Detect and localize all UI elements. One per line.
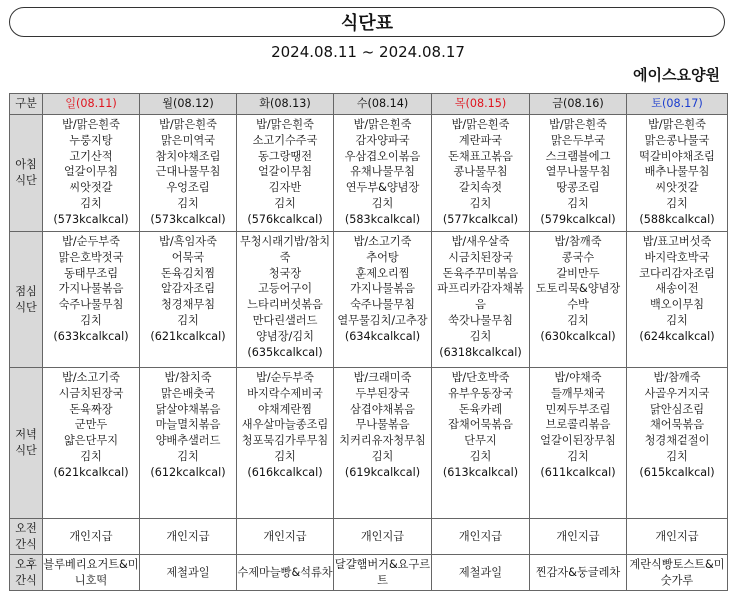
menu-item: (583kcalkcal): [344, 212, 421, 226]
lunch-label: [10, 232, 43, 368]
menu-item: 느타리버섯볶음: [247, 298, 323, 312]
menu-item: 김치: [666, 313, 688, 327]
menu-item: 밥/맑은흰죽: [353, 118, 412, 131]
menu-item: 밥/새우살죽: [451, 235, 510, 248]
menu-item: 김치: [177, 313, 199, 327]
menu-item: 계란파국: [458, 133, 503, 147]
meal-cell: [43, 232, 140, 368]
meal-cell: [334, 368, 432, 519]
menu-item: (621kcalkcal): [53, 465, 129, 479]
menu-item: 밥/맑은흰죽: [549, 118, 607, 131]
menu-item: 파프리카감자채볶음: [437, 282, 524, 312]
menu-item: 백오이무침: [649, 298, 705, 312]
dinner-label: [10, 368, 43, 519]
menu-item: 돈육카레: [458, 402, 503, 416]
menu-item: 브로콜리볶음: [545, 418, 611, 432]
meal-cell: [334, 232, 432, 368]
row-label-line: 간식: [15, 573, 37, 587]
menu-item: 밥/참깨죽: [554, 235, 602, 248]
menu-item: 고기산적: [69, 149, 113, 163]
menu-item: 김치: [371, 196, 394, 210]
snack-cell: 개인지급: [530, 519, 627, 555]
menu-item: 야채계란찜: [257, 402, 313, 416]
morning-snack-label: [10, 519, 43, 555]
menu-item: (619kcalkcal): [344, 465, 421, 479]
organization-name: 에이스요양원: [633, 66, 720, 84]
menu-item: 소고기수주국: [252, 133, 318, 147]
row-label-line: 식단: [15, 300, 37, 314]
header-row: [10, 94, 728, 115]
menu-item: 돈채표고볶음: [448, 149, 513, 163]
row-label-line: 아침: [15, 158, 37, 172]
menu-item: 김자반: [268, 181, 302, 195]
snack-cell: 블루베리요거트&미니호떡: [43, 555, 140, 591]
row-label-line: 오전: [15, 521, 37, 535]
meal-cell: [432, 368, 530, 519]
menu-item: 김치: [80, 196, 102, 210]
menu-item: 바지락호박국: [644, 250, 710, 264]
menu-item: 가지나물볶음: [58, 282, 124, 296]
menu-item: 맑은콩나물국: [644, 133, 710, 147]
menu-item: 갈치속젓: [458, 181, 503, 195]
menu-item: 김치: [274, 449, 296, 463]
menu-item: 김치: [567, 196, 589, 210]
day-header-tue: 화(08.13): [237, 94, 334, 115]
meal-cell: [530, 232, 627, 368]
menu-item: 김치: [80, 313, 102, 327]
menu-item: 닭안심조림: [649, 402, 705, 416]
menu-item: 근대나물무침: [155, 165, 221, 179]
menu-item: 잡채어묵볶음: [448, 418, 513, 432]
meal-cell: [140, 115, 237, 232]
menu-item: 들깨무채국: [550, 386, 606, 400]
menu-item: 갈비만두: [556, 266, 600, 280]
menu-item: 밥/단호박죽: [451, 371, 510, 384]
menu-item: (612kcalkcal): [150, 465, 226, 479]
menu-item: 양배추샐러드: [155, 434, 221, 448]
menu-item: (6318kcalkcal): [439, 345, 522, 359]
menu-item: 얼갈이무침: [63, 165, 119, 179]
menu-item: 밥/표고버섯죽: [642, 235, 712, 248]
afternoon-snack-row: [10, 555, 728, 591]
menu-item: 새우살마늘종조림: [241, 418, 329, 432]
snack-cell: 수제마늘빵&석류차: [237, 555, 334, 591]
menu-item: 밥/소고기죽: [353, 235, 412, 248]
menu-item: 우엉조림: [166, 181, 210, 195]
snack-cell: 계란식빵토스트&미숫가루: [627, 555, 728, 591]
snack-cell: 찐감자&둥글레차: [530, 555, 627, 591]
meal-cell: [627, 115, 728, 232]
menu-item: 씨앗젓갈: [655, 181, 699, 195]
menu-item: 청경채무침: [160, 298, 216, 312]
menu-item: 감자양파국: [355, 133, 410, 147]
menu-item: 시금치된장국: [58, 386, 124, 400]
menu-item: 숙주나물무침: [58, 298, 124, 312]
menu-item: 돈육김치찜: [160, 266, 216, 280]
menu-item: 밥/맑은흰죽: [648, 118, 706, 131]
menu-item: (588kcalkcal): [639, 212, 715, 226]
menu-item: 훈제오리찜: [355, 266, 410, 280]
snack-cell: 개인지급: [140, 519, 237, 555]
menu-item: 유부우동장국: [448, 386, 513, 400]
menu-item: 김치: [469, 329, 492, 343]
menu-item: 밥/순두부죽: [256, 371, 314, 384]
meal-cell: [140, 368, 237, 519]
meal-cell: [43, 368, 140, 519]
menu-item: (576kcalkcal): [247, 212, 323, 226]
menu-item: 씨앗젓갈: [69, 181, 113, 195]
day-header-fri: 금(08.16): [530, 94, 627, 115]
menu-item: (611kcalkcal): [540, 465, 616, 479]
snack-cell: 개인지급: [627, 519, 728, 555]
menu-item: 김치: [469, 196, 492, 210]
menu-item: (577kcalkcal): [442, 212, 519, 226]
menu-title: [9, 7, 725, 37]
meal-cell: [237, 115, 334, 232]
row-label-line: 식단: [15, 174, 37, 187]
menu-item: 열무나물무침: [545, 165, 611, 179]
menu-item: 밥/맑은흰죽: [62, 118, 120, 131]
menu-item: 김치: [371, 449, 394, 463]
menu-item: 바지락수제비국: [247, 386, 323, 400]
menu-item: 돈육주꾸미볶음: [442, 266, 519, 280]
menu-item: 맑은호박젓국: [58, 250, 124, 264]
menu-item: 밥/크래미죽: [353, 371, 412, 384]
menu-item: 코다리감자조림: [639, 266, 715, 280]
menu-item: 양념장/김치: [256, 329, 314, 343]
lunch-row: [10, 232, 728, 368]
snack-cell: 달걀햄버거&요구르트: [334, 555, 432, 591]
meal-cell: [43, 115, 140, 232]
meal-cell: [627, 368, 728, 519]
snack-cell: 개인지급: [43, 519, 140, 555]
menu-item: (615kcalkcal): [639, 465, 715, 479]
menu-item: 알감자조림: [160, 282, 216, 296]
menu-item: 가지나물볶음: [350, 282, 415, 296]
row-label-line: 간식: [15, 537, 37, 551]
menu-item: 김치: [177, 449, 199, 463]
menu-item: 청포묵김가루무침: [241, 434, 329, 448]
menu-item: (613kcalkcal): [442, 465, 519, 479]
menu-item: (634kcalkcal): [344, 329, 421, 343]
menu-item: 밥/순두부죽: [62, 235, 120, 248]
menu-item: 새송이전: [655, 282, 699, 296]
menu-item: 콩국수: [561, 250, 595, 264]
row-label-line: 저녁: [15, 428, 37, 442]
menu-item: 우삼겹오이볶음: [344, 149, 421, 163]
menu-item: 얇은단무지: [63, 434, 119, 448]
meal-cell: [140, 232, 237, 368]
menu-item: 배추나물무침: [644, 165, 710, 179]
snack-cell: 개인지급: [432, 519, 530, 555]
menu-item: 두부된장국: [355, 386, 410, 400]
day-header-thu: 목(08.15): [432, 94, 530, 115]
menu-item: 참치야채조림: [155, 149, 221, 163]
snack-cell: 제철과일: [432, 555, 530, 591]
menu-item: (635kcalkcal): [247, 345, 323, 359]
menu-item: 닭살야채볶음: [155, 402, 221, 416]
menu-item: 땅콩조림: [556, 181, 600, 195]
menu-item: (624kcalkcal): [639, 329, 715, 343]
menu-item: 밥/맑은흰죽: [159, 118, 217, 131]
meal-cell: [432, 232, 530, 368]
menu-item: 밥/맑은흰죽: [256, 118, 314, 131]
breakfast-row: [10, 115, 728, 232]
meal-cell: [334, 115, 432, 232]
menu-item: 치커리유자청무침: [339, 434, 426, 448]
meal-cell: [627, 232, 728, 368]
dinner-row: [10, 368, 728, 519]
menu-item: 단무지: [464, 434, 497, 448]
menu-item: 밥/야채죽: [554, 371, 602, 384]
menu-item: 맑은배춧국: [160, 386, 216, 400]
menu-item: 시금치된장국: [448, 250, 513, 264]
menu-item: 사골우거지국: [644, 386, 710, 400]
menu-item: 어묵국: [171, 250, 205, 264]
category-header: 구분: [10, 94, 43, 115]
menu-item: 김치: [274, 196, 296, 210]
meal-cell: [237, 232, 334, 368]
menu-item: 밥/참치죽: [164, 371, 212, 384]
meal-cell: [530, 115, 627, 232]
menu-item: 열무물김치/고추장: [337, 313, 428, 327]
menu-item: (573kcalkcal): [150, 212, 226, 226]
menu-item: 고등어구이: [257, 282, 313, 296]
meal-cell: [530, 368, 627, 519]
menu-item: 김치: [469, 449, 492, 463]
menu-item: (616kcalkcal): [247, 465, 323, 479]
menu-item: 동태무조림: [63, 266, 119, 280]
menu-item: 유채나물무침: [350, 165, 415, 179]
menu-item: 무청시래기밥/참치죽: [239, 235, 331, 264]
menu-item: 얼갈이된장무침: [540, 434, 616, 448]
menu-item: 김치: [177, 196, 199, 210]
menu-item: 만다린샐러드: [252, 313, 318, 327]
menu-item: 무나물볶음: [355, 418, 410, 432]
menu-item: 추어탕: [366, 250, 399, 264]
menu-item: 밥/흑임자죽: [159, 235, 217, 248]
weekly-menu-table: [9, 93, 728, 591]
menu-title-text: 식단표: [340, 13, 394, 34]
menu-item: 연두부&양념장: [345, 181, 420, 195]
menu-item: 숙주나물무침: [350, 298, 415, 312]
day-header-mon: 월(08.12): [140, 94, 237, 115]
menu-item: (621kcalkcal): [150, 329, 226, 343]
row-label-line: 식단: [15, 444, 37, 457]
menu-item: 콩나물무침: [453, 165, 508, 179]
menu-item: 밥/맑은흰죽: [451, 118, 510, 131]
meal-cell: [432, 115, 530, 232]
menu-item: 스크램블에그: [545, 149, 611, 163]
breakfast-label: [10, 115, 43, 232]
menu-item: (573kcalkcal): [53, 212, 129, 226]
menu-item: (633kcalkcal): [53, 329, 129, 343]
menu-item: 동그랑땡전: [257, 149, 313, 163]
afternoon-snack-label: [10, 555, 43, 591]
date-range: 2024.08.11 ~ 2024.08.17: [271, 43, 465, 61]
row-label-line: 오후: [15, 557, 37, 571]
menu-item: (579kcalkcal): [540, 212, 616, 226]
menu-item: 채어묵볶음: [649, 418, 705, 432]
menu-item: 맑은두부국: [550, 133, 606, 147]
menu-item: 청국장: [268, 266, 302, 280]
snack-cell: 제철과일: [140, 555, 237, 591]
menu-item: 돈육짜장: [69, 402, 113, 416]
menu-item: 삼겹야채볶음: [350, 402, 415, 416]
menu-item: 김치: [666, 449, 688, 463]
menu-item: 민찌두부조림: [545, 402, 611, 416]
menu-item: 맑은미역국: [160, 133, 216, 147]
menu-item: 쑥갓나물무침: [448, 313, 513, 327]
menu-item: (630kcalkcal): [540, 329, 616, 343]
day-header-sat: 토(08.17): [627, 94, 728, 115]
snack-cell: 개인지급: [334, 519, 432, 555]
menu-item: 떡갈비야채조림: [639, 149, 715, 163]
meal-cell: [237, 368, 334, 519]
morning-snack-row: [10, 519, 728, 555]
menu-item: 김치: [567, 449, 589, 463]
day-header-sun: 일(08.11): [43, 94, 140, 115]
menu-item: 누룽지탕: [69, 133, 113, 147]
row-label-line: 점심: [15, 284, 37, 298]
menu-item: 밥/참깨죽: [653, 371, 701, 384]
menu-item: 마늘멸치볶음: [155, 418, 221, 432]
snack-cell: 개인지급: [237, 519, 334, 555]
day-header-wed: 수(08.14): [334, 94, 432, 115]
menu-item: 김치: [666, 196, 688, 210]
menu-item: 밥/소고기죽: [62, 371, 120, 384]
menu-item: 얼갈이무침: [257, 165, 313, 179]
menu-item: 군만두: [74, 418, 108, 432]
menu-item: 김치: [80, 449, 102, 463]
menu-item: 도토리묵&양념장: [535, 282, 621, 296]
menu-item: 수박: [567, 298, 589, 312]
menu-item: 김치: [567, 313, 589, 327]
menu-item: 청경채겉절이: [644, 434, 710, 448]
